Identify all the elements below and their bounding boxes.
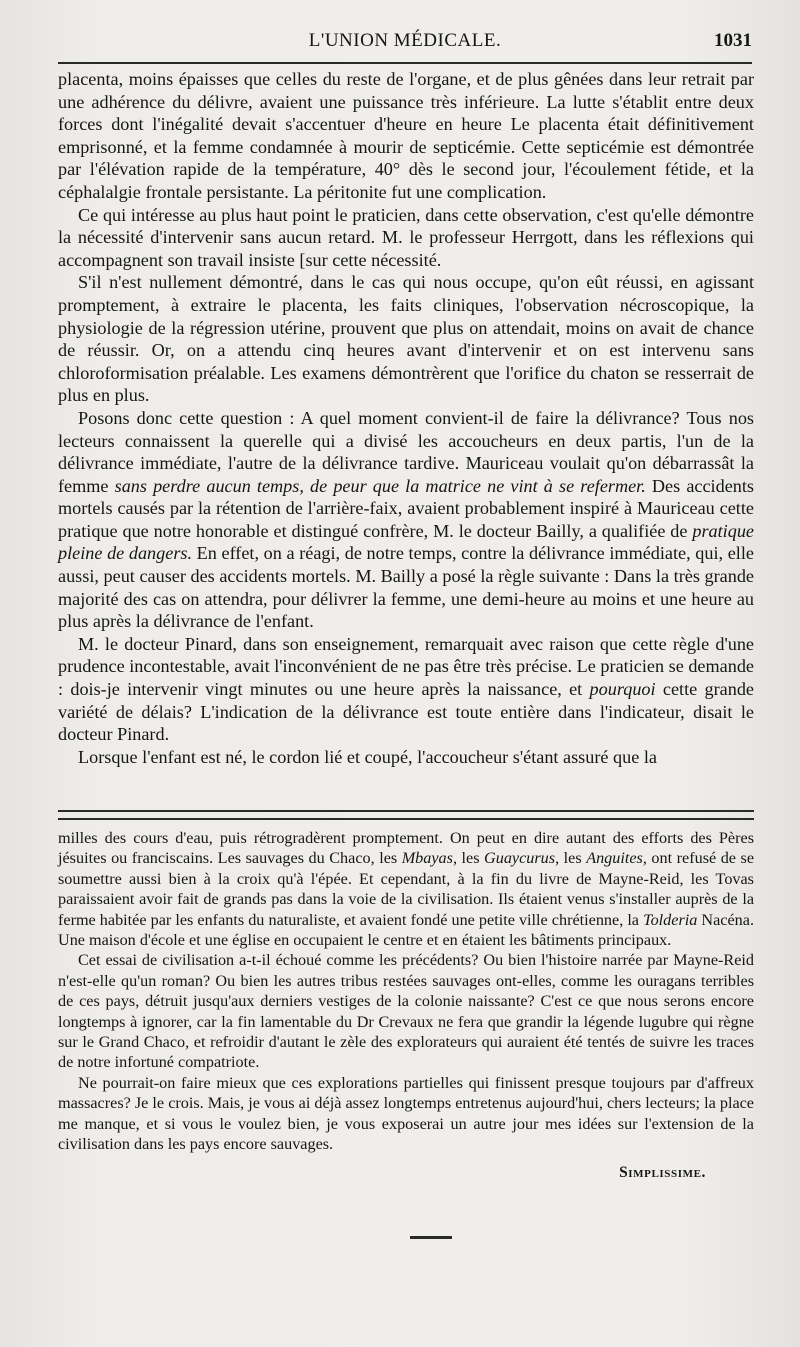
italic-word: Guaycurus [484, 849, 556, 868]
page-number: 1031 [714, 30, 752, 51]
feuilleton-paragraph [58, 828, 754, 950]
text-run: , les [555, 849, 587, 868]
text-run: En effet, on a réagi, de notre temps, contre la délivrance immédiate, qui, elle aussi, peut causer des accidents mortels. M. Bailly a posé la règle suivante : Dans la très grande majorité des cas on attendra, pour délivrer la femme, une demi-heure au moins et une heure au plus après la délivrance de l'enfant. [58, 543, 754, 632]
author-signature: Simplissime. [619, 1163, 706, 1181]
text-run: cette grande variété de délais? L'indication de la délivrance est toute entière dans l'indicateur, disait le docteur Pinard. [58, 679, 754, 745]
text-run: , les [452, 849, 485, 868]
text-run: Nacéna. Une maison d'école et une église en occupaient le centre et en étaient les bâtiments principaux. [58, 910, 754, 950]
paragraph [58, 407, 754, 633]
page-header [58, 28, 752, 60]
paragraph: placenta, moins épaisses que celles du reste de l'organe, et de plus gênées dans leur retrait par une adhérence du délivre, avaient une puissance très inférieure. La lutte s'établit entre deux forces dont l'inégalité devait s'accentuer d'heure en heure Le placenta était définitivement emprisonné, et la femme condamnée à mourir de septicémie. Cette septicémie est démontrée par l'élévation rapide de la température, 40° dès le second jour, l'écoulement fétide, et la céphalalgie frontale persistante. La péritonite fut une complication. [58, 69, 754, 202]
italic-word: Tolderia [643, 910, 698, 929]
italic-quote: sans perdre aucun temps, de peur que la matrice ne vint à se refermer. [114, 475, 646, 496]
feuilleton-paragraph: Cet essai de civilisation a-t-il échoué comme les précédents? Ou bien l'histoire narrée par Mayne-Reid n'est-elle qu'un roman? Ou bien les autres tribus restées sauvages ont-elles, comme les ouragans terribles de ces pays, détruit jusqu'aux derniers vestiges de la colonie naissante? C'est ce que nous serons encore longtemps à ignorer, car la fin lamentable du Dr Crevaux ne fera que grandir la légende lugubre qui règne sur le Grand Chaco, et refroidir d'autant le zèle des explorateurs qui auraient été tentés de suivre les traces de notre infortuné compatriote. [58, 951, 754, 1072]
italic-word: Mbayas [401, 849, 453, 868]
paragraph: S'il n'est nullement démontré, dans le cas qui nous occupe, qu'on eût réussi, en agissant promptement, à extraire le placenta, les faits cliniques, l'observation nécroscopique, la physiologie de la régression utérine, prouvent que plus on attendait, moins on avait de chance de réussir. Or, on a attendu cinq heures avant d'intervenir et on est intervenu sans chloroformisation préalable. Les examens démontrèrent que l'orifice du chaton se resserrait de plus en plus. [58, 272, 754, 406]
feuilleton-paragraph: Ne pourrait-on faire mieux que ces explorations partielles qui finissent presque toujours par d'affreux massacres? Je le crois. Mais, je vous ai déjà assez longtemps entretenus aujourd'hui, chers lecteurs; la place me manque, et si vous le voulez bien, je vous exposerai un autre jour mes idées sur l'extension de la civilisation dans les pays encore sauvages. [58, 1073, 754, 1154]
main-article [58, 68, 754, 768]
feuilleton [58, 828, 754, 1183]
text-run: M. le docteur Pinard, dans son enseignement, remarquait avec raison que cette règle d'une prudence incontestable, avait l'inconvénient de ne pas être très précise. Le praticien se demande : dois-je intervenir vingt minutes ou une heure après la naissance, et [58, 633, 754, 700]
text-run: milles des cours d'eau, puis rétrogradèrent promptement. On peut en dire autant des efforts des Pères jésuites ou franciscains. Les sauvages du Chaco, les [58, 829, 754, 868]
italic-word: Anguites [586, 849, 643, 868]
feuilleton-separator [58, 810, 754, 820]
paragraph [58, 633, 754, 746]
text-run: Posons donc cette question : A quel moment convient-il de faire la délivrance? Tous nos lecteurs connaissent la querelle qui a divisé les accoucheurs en deux partis, l'un de la délivrance immédiate, l'autre de la délivrance tardive. Mauriceau voulait qu'on débarrassât la femme [58, 407, 754, 496]
italic-word: pourquoi [589, 679, 656, 700]
header-rule [58, 62, 752, 64]
paragraph: Ce qui intéresse au plus haut point le praticien, dans cette observation, c'est qu'elle démontre la nécessité d'intervenir sans aucun retard. M. le professeur Herrgott, dans les réflexions qui accompagnent son travail insiste [sur cette nécessité. [58, 204, 754, 270]
running-title: L'UNION MÉDICALE. [308, 30, 502, 51]
text-run: Des accidents mortels causés par la rétention de l'arrière-faix, avaient probablement inspiré à Mauriceau cette pratique que notre honorable et distingué confrère, M. le docteur Bailly, a qualifiée de [58, 475, 754, 541]
text-run: , ont refusé de se soumettre aussi bien à la croix qu'à l'épée. Et cependant, à la fin du livre de Mayne-Reid, les Tovas paraissaient avoir fait de grands pas dans la voie de la civilisation. Ils étaient venus s'installer auprès de la ferme habitée par les enfants du naturaliste, et avaient fondé une petite ville chrétienne, la [58, 849, 754, 929]
italic-quote: pratique pleine de dangers. [58, 520, 754, 564]
end-rule [410, 1236, 452, 1239]
paragraph: Lorsque l'enfant est né, le cordon lié et coupé, l'accoucheur s'étant assuré que la [78, 746, 657, 767]
